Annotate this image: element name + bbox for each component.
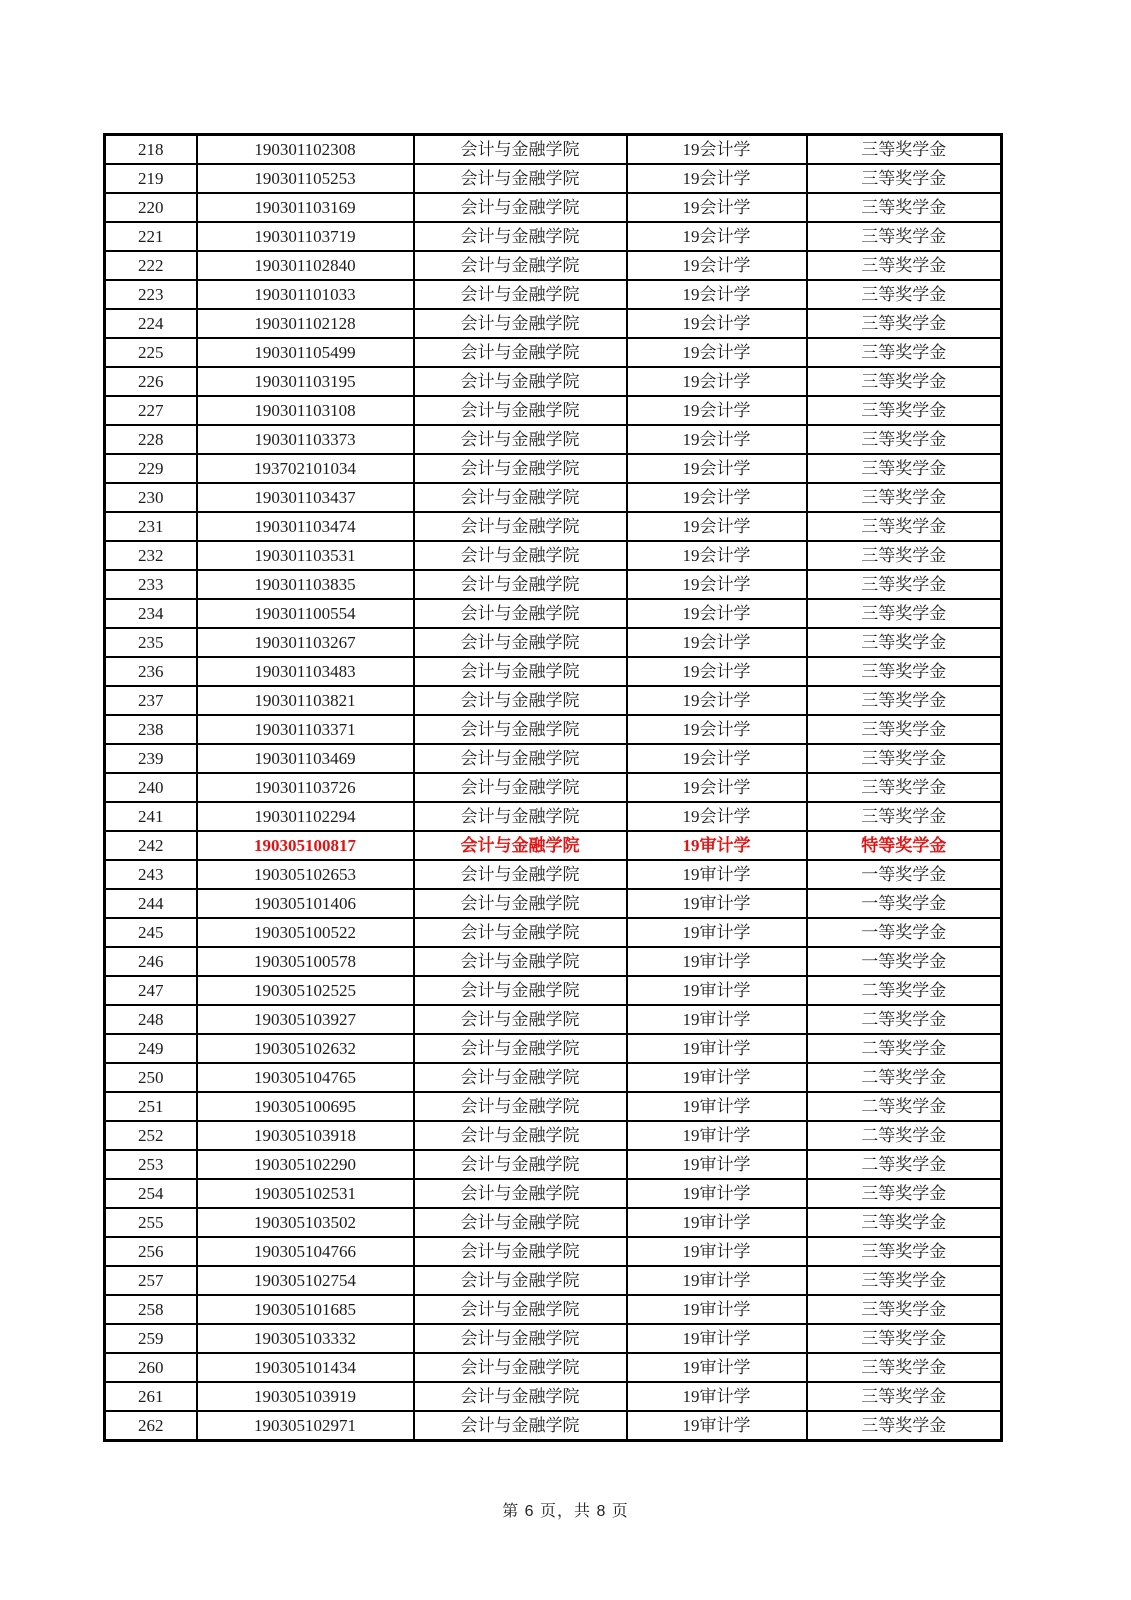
award-level-cell: 三等奖学金 bbox=[807, 1266, 1002, 1295]
row-number-cell: 250 bbox=[105, 1063, 197, 1092]
student-id-cell: 190301102308 bbox=[197, 135, 414, 165]
student-id-cell: 190305102971 bbox=[197, 1411, 414, 1441]
table-row bbox=[105, 541, 1002, 570]
college-cell: 会计与金融学院 bbox=[414, 1266, 627, 1295]
row-number-cell: 238 bbox=[105, 715, 197, 744]
award-level-cell: 三等奖学金 bbox=[807, 193, 1002, 222]
student-id-cell: 190301102840 bbox=[197, 251, 414, 280]
major-cell: 19审计学 bbox=[627, 1324, 807, 1353]
award-level-cell: 特等奖学金 bbox=[807, 831, 1002, 860]
student-id-cell: 190305100522 bbox=[197, 918, 414, 947]
college-cell: 会计与金融学院 bbox=[414, 889, 627, 918]
table-row bbox=[105, 512, 1002, 541]
table-row bbox=[105, 570, 1002, 599]
row-number-cell: 236 bbox=[105, 657, 197, 686]
student-id-cell: 190305104766 bbox=[197, 1237, 414, 1266]
award-level-cell: 三等奖学金 bbox=[807, 1411, 1002, 1441]
major-cell: 19会计学 bbox=[627, 367, 807, 396]
table-row bbox=[105, 715, 1002, 744]
student-id-cell: 190305100817 bbox=[197, 831, 414, 860]
student-id-cell: 190305102754 bbox=[197, 1266, 414, 1295]
award-level-cell: 三等奖学金 bbox=[807, 396, 1002, 425]
row-number-cell: 262 bbox=[105, 1411, 197, 1441]
table-row bbox=[105, 599, 1002, 628]
award-level-cell: 三等奖学金 bbox=[807, 222, 1002, 251]
page-footer bbox=[0, 1498, 1131, 1521]
college-cell: 会计与金融学院 bbox=[414, 1150, 627, 1179]
table-row bbox=[105, 947, 1002, 976]
award-level-cell: 三等奖学金 bbox=[807, 280, 1002, 309]
row-number-cell: 246 bbox=[105, 947, 197, 976]
college-cell: 会计与金融学院 bbox=[414, 1034, 627, 1063]
student-id-cell: 190301103483 bbox=[197, 657, 414, 686]
table-row bbox=[105, 889, 1002, 918]
table-row bbox=[105, 425, 1002, 454]
college-cell: 会计与金融学院 bbox=[414, 1324, 627, 1353]
table-row bbox=[105, 860, 1002, 889]
table-row bbox=[105, 773, 1002, 802]
major-cell: 19审计学 bbox=[627, 1150, 807, 1179]
major-cell: 19会计学 bbox=[627, 454, 807, 483]
student-id-cell: 190305100578 bbox=[197, 947, 414, 976]
college-cell: 会计与金融学院 bbox=[414, 802, 627, 831]
major-cell: 19会计学 bbox=[627, 483, 807, 512]
award-level-cell: 一等奖学金 bbox=[807, 860, 1002, 889]
major-cell: 19会计学 bbox=[627, 309, 807, 338]
award-level-cell: 三等奖学金 bbox=[807, 744, 1002, 773]
row-number-cell: 225 bbox=[105, 338, 197, 367]
college-cell: 会计与金融学院 bbox=[414, 483, 627, 512]
major-cell: 19会计学 bbox=[627, 657, 807, 686]
row-number-cell: 244 bbox=[105, 889, 197, 918]
student-id-cell: 190305103918 bbox=[197, 1121, 414, 1150]
student-id-cell: 190301102128 bbox=[197, 309, 414, 338]
college-cell: 会计与金融学院 bbox=[414, 280, 627, 309]
row-number-cell: 218 bbox=[105, 135, 197, 165]
major-cell: 19会计学 bbox=[627, 193, 807, 222]
award-level-cell: 三等奖学金 bbox=[807, 309, 1002, 338]
table-row bbox=[105, 338, 1002, 367]
college-cell: 会计与金融学院 bbox=[414, 860, 627, 889]
college-cell: 会计与金融学院 bbox=[414, 512, 627, 541]
student-id-cell: 190301103108 bbox=[197, 396, 414, 425]
table-row bbox=[105, 396, 1002, 425]
table-row bbox=[105, 1237, 1002, 1266]
major-cell: 19审计学 bbox=[627, 889, 807, 918]
college-cell: 会计与金融学院 bbox=[414, 1382, 627, 1411]
college-cell: 会计与金融学院 bbox=[414, 1063, 627, 1092]
row-number-cell: 222 bbox=[105, 251, 197, 280]
student-id-cell: 190305102653 bbox=[197, 860, 414, 889]
college-cell: 会计与金融学院 bbox=[414, 686, 627, 715]
award-level-cell: 三等奖学金 bbox=[807, 1382, 1002, 1411]
table-row bbox=[105, 918, 1002, 947]
student-id-cell: 190305103927 bbox=[197, 1005, 414, 1034]
table-row bbox=[105, 628, 1002, 657]
student-id-cell: 190301102294 bbox=[197, 802, 414, 831]
table-row bbox=[105, 483, 1002, 512]
student-id-cell: 190305102525 bbox=[197, 976, 414, 1005]
college-cell: 会计与金融学院 bbox=[414, 715, 627, 744]
table-row bbox=[105, 976, 1002, 1005]
college-cell: 会计与金融学院 bbox=[414, 1353, 627, 1382]
student-id-cell: 190301103835 bbox=[197, 570, 414, 599]
table-row bbox=[105, 1121, 1002, 1150]
row-number-cell: 252 bbox=[105, 1121, 197, 1150]
table-row bbox=[105, 802, 1002, 831]
award-level-cell: 三等奖学金 bbox=[807, 599, 1002, 628]
award-level-cell: 三等奖学金 bbox=[807, 1179, 1002, 1208]
student-id-cell: 190301103373 bbox=[197, 425, 414, 454]
college-cell: 会计与金融学院 bbox=[414, 599, 627, 628]
row-number-cell: 245 bbox=[105, 918, 197, 947]
student-id-cell: 190301103195 bbox=[197, 367, 414, 396]
major-cell: 19会计学 bbox=[627, 715, 807, 744]
award-level-cell: 三等奖学金 bbox=[807, 1324, 1002, 1353]
major-cell: 19审计学 bbox=[627, 1179, 807, 1208]
major-cell: 19审计学 bbox=[627, 1063, 807, 1092]
row-number-cell: 224 bbox=[105, 309, 197, 338]
table-row bbox=[105, 1150, 1002, 1179]
major-cell: 19会计学 bbox=[627, 222, 807, 251]
major-cell: 19审计学 bbox=[627, 1092, 807, 1121]
table-row bbox=[105, 1063, 1002, 1092]
award-level-cell: 一等奖学金 bbox=[807, 918, 1002, 947]
college-cell: 会计与金融学院 bbox=[414, 1208, 627, 1237]
college-cell: 会计与金融学院 bbox=[414, 425, 627, 454]
college-cell: 会计与金融学院 bbox=[414, 367, 627, 396]
major-cell: 19审计学 bbox=[627, 1034, 807, 1063]
table-row bbox=[105, 1295, 1002, 1324]
college-cell: 会计与金融学院 bbox=[414, 309, 627, 338]
award-level-cell: 一等奖学金 bbox=[807, 947, 1002, 976]
scholarship-table bbox=[103, 133, 1003, 1442]
student-id-cell: 190301103726 bbox=[197, 773, 414, 802]
row-number-cell: 242 bbox=[105, 831, 197, 860]
row-number-cell: 240 bbox=[105, 773, 197, 802]
college-cell: 会计与金融学院 bbox=[414, 976, 627, 1005]
table-row bbox=[105, 454, 1002, 483]
award-level-cell: 三等奖学金 bbox=[807, 1353, 1002, 1382]
row-number-cell: 256 bbox=[105, 1237, 197, 1266]
row-number-cell: 259 bbox=[105, 1324, 197, 1353]
student-id-cell: 190305100695 bbox=[197, 1092, 414, 1121]
table-row bbox=[105, 1266, 1002, 1295]
major-cell: 19审计学 bbox=[627, 947, 807, 976]
row-number-cell: 229 bbox=[105, 454, 197, 483]
award-level-cell: 三等奖学金 bbox=[807, 628, 1002, 657]
college-cell: 会计与金融学院 bbox=[414, 541, 627, 570]
major-cell: 19审计学 bbox=[627, 1295, 807, 1324]
student-id-cell: 190301103531 bbox=[197, 541, 414, 570]
row-number-cell: 254 bbox=[105, 1179, 197, 1208]
student-id-cell: 190305101406 bbox=[197, 889, 414, 918]
student-id-cell: 190301103169 bbox=[197, 193, 414, 222]
award-level-cell: 二等奖学金 bbox=[807, 976, 1002, 1005]
row-number-cell: 257 bbox=[105, 1266, 197, 1295]
table-row bbox=[105, 657, 1002, 686]
award-level-cell: 三等奖学金 bbox=[807, 657, 1002, 686]
college-cell: 会计与金融学院 bbox=[414, 918, 627, 947]
row-number-cell: 228 bbox=[105, 425, 197, 454]
college-cell: 会计与金融学院 bbox=[414, 454, 627, 483]
major-cell: 19审计学 bbox=[627, 976, 807, 1005]
college-cell: 会计与金融学院 bbox=[414, 831, 627, 860]
major-cell: 19会计学 bbox=[627, 802, 807, 831]
student-id-cell: 190301103469 bbox=[197, 744, 414, 773]
major-cell: 19审计学 bbox=[627, 1005, 807, 1034]
student-id-cell: 190305103332 bbox=[197, 1324, 414, 1353]
student-id-cell: 190301100554 bbox=[197, 599, 414, 628]
table-row bbox=[105, 1092, 1002, 1121]
college-cell: 会计与金融学院 bbox=[414, 1179, 627, 1208]
college-cell: 会计与金融学院 bbox=[414, 1295, 627, 1324]
row-number-cell: 234 bbox=[105, 599, 197, 628]
college-cell: 会计与金融学院 bbox=[414, 1005, 627, 1034]
award-level-cell: 三等奖学金 bbox=[807, 367, 1002, 396]
major-cell: 19审计学 bbox=[627, 1208, 807, 1237]
table-row bbox=[105, 1005, 1002, 1034]
college-cell: 会计与金融学院 bbox=[414, 657, 627, 686]
award-level-cell: 三等奖学金 bbox=[807, 773, 1002, 802]
award-level-cell: 三等奖学金 bbox=[807, 251, 1002, 280]
row-number-cell: 223 bbox=[105, 280, 197, 309]
row-number-cell: 233 bbox=[105, 570, 197, 599]
table-row bbox=[105, 222, 1002, 251]
major-cell: 19审计学 bbox=[627, 918, 807, 947]
row-number-cell: 248 bbox=[105, 1005, 197, 1034]
award-level-cell: 三等奖学金 bbox=[807, 483, 1002, 512]
major-cell: 19会计学 bbox=[627, 135, 807, 165]
major-cell: 19审计学 bbox=[627, 831, 807, 860]
table-row bbox=[105, 686, 1002, 715]
award-level-cell: 三等奖学金 bbox=[807, 802, 1002, 831]
table-row bbox=[105, 1179, 1002, 1208]
major-cell: 19审计学 bbox=[627, 1411, 807, 1441]
row-number-cell: 243 bbox=[105, 860, 197, 889]
major-cell: 19会计学 bbox=[627, 744, 807, 773]
row-number-cell: 255 bbox=[105, 1208, 197, 1237]
award-level-cell: 二等奖学金 bbox=[807, 1121, 1002, 1150]
award-level-cell: 三等奖学金 bbox=[807, 1208, 1002, 1237]
award-level-cell: 三等奖学金 bbox=[807, 570, 1002, 599]
table-row bbox=[105, 1411, 1002, 1441]
award-level-cell: 三等奖学金 bbox=[807, 512, 1002, 541]
table-row bbox=[105, 1034, 1002, 1063]
table-row bbox=[105, 251, 1002, 280]
college-cell: 会计与金融学院 bbox=[414, 135, 627, 165]
row-number-cell: 226 bbox=[105, 367, 197, 396]
award-level-cell: 三等奖学金 bbox=[807, 1237, 1002, 1266]
college-cell: 会计与金融学院 bbox=[414, 947, 627, 976]
student-id-cell: 190301101033 bbox=[197, 280, 414, 309]
major-cell: 19会计学 bbox=[627, 280, 807, 309]
major-cell: 19会计学 bbox=[627, 338, 807, 367]
row-number-cell: 230 bbox=[105, 483, 197, 512]
student-id-cell: 193702101034 bbox=[197, 454, 414, 483]
major-cell: 19会计学 bbox=[627, 251, 807, 280]
row-number-cell: 227 bbox=[105, 396, 197, 425]
student-id-cell: 190305101685 bbox=[197, 1295, 414, 1324]
award-level-cell: 三等奖学金 bbox=[807, 425, 1002, 454]
student-id-cell: 190305102290 bbox=[197, 1150, 414, 1179]
college-cell: 会计与金融学院 bbox=[414, 222, 627, 251]
major-cell: 19审计学 bbox=[627, 1382, 807, 1411]
student-id-cell: 190305103919 bbox=[197, 1382, 414, 1411]
major-cell: 19审计学 bbox=[627, 1121, 807, 1150]
table-row bbox=[105, 309, 1002, 338]
major-cell: 19会计学 bbox=[627, 628, 807, 657]
major-cell: 19会计学 bbox=[627, 570, 807, 599]
table-row bbox=[105, 367, 1002, 396]
table-row bbox=[105, 831, 1002, 860]
row-number-cell: 253 bbox=[105, 1150, 197, 1179]
award-level-cell: 三等奖学金 bbox=[807, 1295, 1002, 1324]
college-cell: 会计与金融学院 bbox=[414, 396, 627, 425]
table-row bbox=[105, 280, 1002, 309]
major-cell: 19审计学 bbox=[627, 1237, 807, 1266]
page-indicator: 第 6 页，共 8 页 bbox=[502, 1503, 629, 1520]
major-cell: 19会计学 bbox=[627, 773, 807, 802]
major-cell: 19会计学 bbox=[627, 512, 807, 541]
college-cell: 会计与金融学院 bbox=[414, 338, 627, 367]
row-number-cell: 239 bbox=[105, 744, 197, 773]
row-number-cell: 251 bbox=[105, 1092, 197, 1121]
table-row bbox=[105, 193, 1002, 222]
college-cell: 会计与金融学院 bbox=[414, 1237, 627, 1266]
student-id-cell: 190305101434 bbox=[197, 1353, 414, 1382]
college-cell: 会计与金融学院 bbox=[414, 1121, 627, 1150]
row-number-cell: 220 bbox=[105, 193, 197, 222]
college-cell: 会计与金融学院 bbox=[414, 570, 627, 599]
student-id-cell: 190305103502 bbox=[197, 1208, 414, 1237]
major-cell: 19会计学 bbox=[627, 425, 807, 454]
award-level-cell: 三等奖学金 bbox=[807, 686, 1002, 715]
major-cell: 19审计学 bbox=[627, 860, 807, 889]
award-level-cell: 二等奖学金 bbox=[807, 1063, 1002, 1092]
student-id-cell: 190301103267 bbox=[197, 628, 414, 657]
scholarship-table-body bbox=[105, 135, 1002, 1441]
award-level-cell: 一等奖学金 bbox=[807, 889, 1002, 918]
table-row bbox=[105, 1324, 1002, 1353]
award-level-cell: 二等奖学金 bbox=[807, 1005, 1002, 1034]
award-level-cell: 三等奖学金 bbox=[807, 338, 1002, 367]
student-id-cell: 190301105499 bbox=[197, 338, 414, 367]
table-row bbox=[105, 744, 1002, 773]
major-cell: 19会计学 bbox=[627, 686, 807, 715]
college-cell: 会计与金融学院 bbox=[414, 251, 627, 280]
table-row bbox=[105, 1353, 1002, 1382]
college-cell: 会计与金融学院 bbox=[414, 1411, 627, 1441]
college-cell: 会计与金融学院 bbox=[414, 164, 627, 193]
table-row bbox=[105, 1382, 1002, 1411]
major-cell: 19审计学 bbox=[627, 1266, 807, 1295]
row-number-cell: 237 bbox=[105, 686, 197, 715]
award-level-cell: 二等奖学金 bbox=[807, 1092, 1002, 1121]
student-id-cell: 190301103474 bbox=[197, 512, 414, 541]
award-level-cell: 二等奖学金 bbox=[807, 1034, 1002, 1063]
award-level-cell: 三等奖学金 bbox=[807, 135, 1002, 165]
student-id-cell: 190305102531 bbox=[197, 1179, 414, 1208]
major-cell: 19审计学 bbox=[627, 1353, 807, 1382]
major-cell: 19会计学 bbox=[627, 396, 807, 425]
row-number-cell: 260 bbox=[105, 1353, 197, 1382]
row-number-cell: 235 bbox=[105, 628, 197, 657]
row-number-cell: 221 bbox=[105, 222, 197, 251]
student-id-cell: 190305104765 bbox=[197, 1063, 414, 1092]
table-row bbox=[105, 1208, 1002, 1237]
row-number-cell: 241 bbox=[105, 802, 197, 831]
award-level-cell: 三等奖学金 bbox=[807, 541, 1002, 570]
college-cell: 会计与金融学院 bbox=[414, 744, 627, 773]
student-id-cell: 190301105253 bbox=[197, 164, 414, 193]
award-level-cell: 三等奖学金 bbox=[807, 715, 1002, 744]
major-cell: 19会计学 bbox=[627, 164, 807, 193]
row-number-cell: 219 bbox=[105, 164, 197, 193]
student-id-cell: 190305102632 bbox=[197, 1034, 414, 1063]
major-cell: 19会计学 bbox=[627, 599, 807, 628]
award-level-cell: 三等奖学金 bbox=[807, 164, 1002, 193]
row-number-cell: 249 bbox=[105, 1034, 197, 1063]
table-row bbox=[105, 164, 1002, 193]
row-number-cell: 258 bbox=[105, 1295, 197, 1324]
award-level-cell: 三等奖学金 bbox=[807, 454, 1002, 483]
student-id-cell: 190301103371 bbox=[197, 715, 414, 744]
college-cell: 会计与金融学院 bbox=[414, 628, 627, 657]
row-number-cell: 231 bbox=[105, 512, 197, 541]
college-cell: 会计与金融学院 bbox=[414, 193, 627, 222]
row-number-cell: 247 bbox=[105, 976, 197, 1005]
student-id-cell: 190301103821 bbox=[197, 686, 414, 715]
major-cell: 19会计学 bbox=[627, 541, 807, 570]
table-row bbox=[105, 135, 1002, 165]
college-cell: 会计与金融学院 bbox=[414, 1092, 627, 1121]
college-cell: 会计与金融学院 bbox=[414, 773, 627, 802]
row-number-cell: 261 bbox=[105, 1382, 197, 1411]
row-number-cell: 232 bbox=[105, 541, 197, 570]
student-id-cell: 190301103437 bbox=[197, 483, 414, 512]
award-level-cell: 二等奖学金 bbox=[807, 1150, 1002, 1179]
student-id-cell: 190301103719 bbox=[197, 222, 414, 251]
